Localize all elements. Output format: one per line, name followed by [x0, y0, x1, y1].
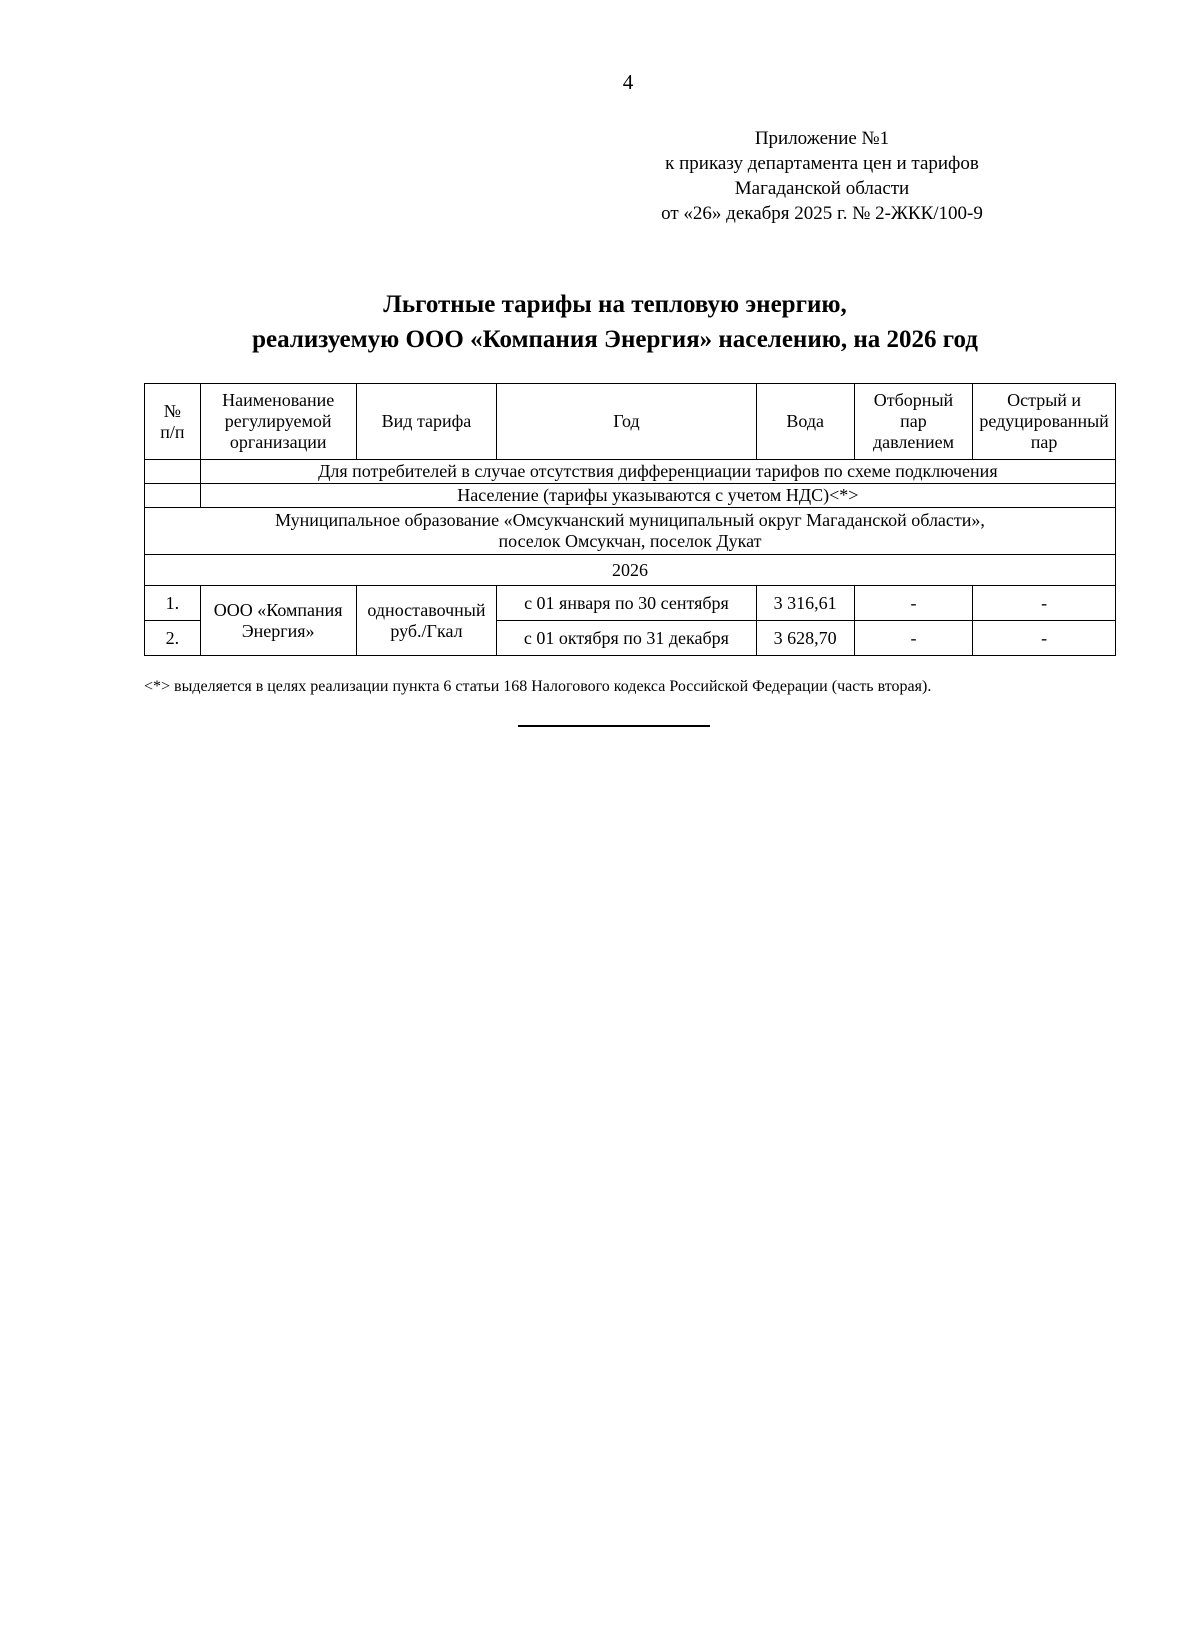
header-steam-sharp: Острый и редуцированный пар — [973, 384, 1116, 460]
closing-rule — [518, 725, 710, 727]
appendix-block — [562, 126, 1082, 226]
document-title — [0, 287, 1200, 357]
tariff-type-cell: одноставочный руб./Гкал — [356, 586, 497, 656]
band-population: Население (тарифы указываются с учетом НДС)<*> — [200, 484, 1115, 508]
steam-selected-value: - — [854, 621, 972, 656]
row-number: 2. — [145, 621, 201, 656]
table-band-row — [145, 460, 1116, 484]
municipality-cell: Муниципальное образование «Омсукчанский муниципальный округ Магаданской области», поселок Омсукчан, поселок Дукат — [145, 508, 1116, 555]
period-cell: с 01 января по 30 сентября — [497, 586, 756, 621]
page-number: 4 — [622, 70, 634, 94]
footnote: <*> выделяется в целях реализации пункта 6 статьи 168 Налогового кодекса Российской Федерации (часть вторая). — [144, 678, 932, 695]
steam-selected-value: - — [854, 586, 972, 621]
appendix-line: к приказу департамента цен и тарифов — [665, 153, 979, 174]
table-year-row — [145, 555, 1116, 586]
header-water: Вода — [756, 384, 854, 460]
table-municipality-row — [145, 508, 1116, 555]
row-number: 1. — [145, 586, 201, 621]
header-steam-selected: Отборный пар давлением — [854, 384, 972, 460]
empty-cell — [145, 484, 201, 508]
appendix-line: Магаданской области — [734, 178, 910, 199]
title-line: Льготные тарифы на тепловую энергию, — [383, 291, 847, 318]
appendix-line: Приложение №1 — [754, 128, 890, 149]
steam-sharp-value: - — [973, 621, 1116, 656]
header-org: Наименование регулируемой организации — [200, 384, 356, 460]
header-year: Год — [497, 384, 756, 460]
tariff-table — [144, 383, 1116, 656]
table-header-row — [145, 384, 1116, 460]
water-value: 3 316,61 — [756, 586, 854, 621]
band-consumers: Для потребителей в случае отсутствия дифференциации тарифов по схеме подключения — [200, 460, 1115, 484]
steam-sharp-value: - — [973, 586, 1116, 621]
water-value: 3 628,70 — [756, 621, 854, 656]
table-row — [145, 586, 1116, 621]
period-cell: с 01 октября по 31 декабря — [497, 621, 756, 656]
header-tariff-type: Вид тарифа — [356, 384, 497, 460]
table-band-row — [145, 484, 1116, 508]
appendix-line: от «26» декабря 2025 г. № 2-ЖКК/100-9 — [661, 203, 983, 224]
title-line: реализуемую ООО «Компания Энергия» населению, на 2026 год — [252, 326, 978, 353]
empty-cell — [145, 460, 201, 484]
header-num: № п/п — [145, 384, 201, 460]
year-cell: 2026 — [145, 555, 1116, 586]
org-name-cell: ООО «Компания Энергия» — [200, 586, 356, 656]
